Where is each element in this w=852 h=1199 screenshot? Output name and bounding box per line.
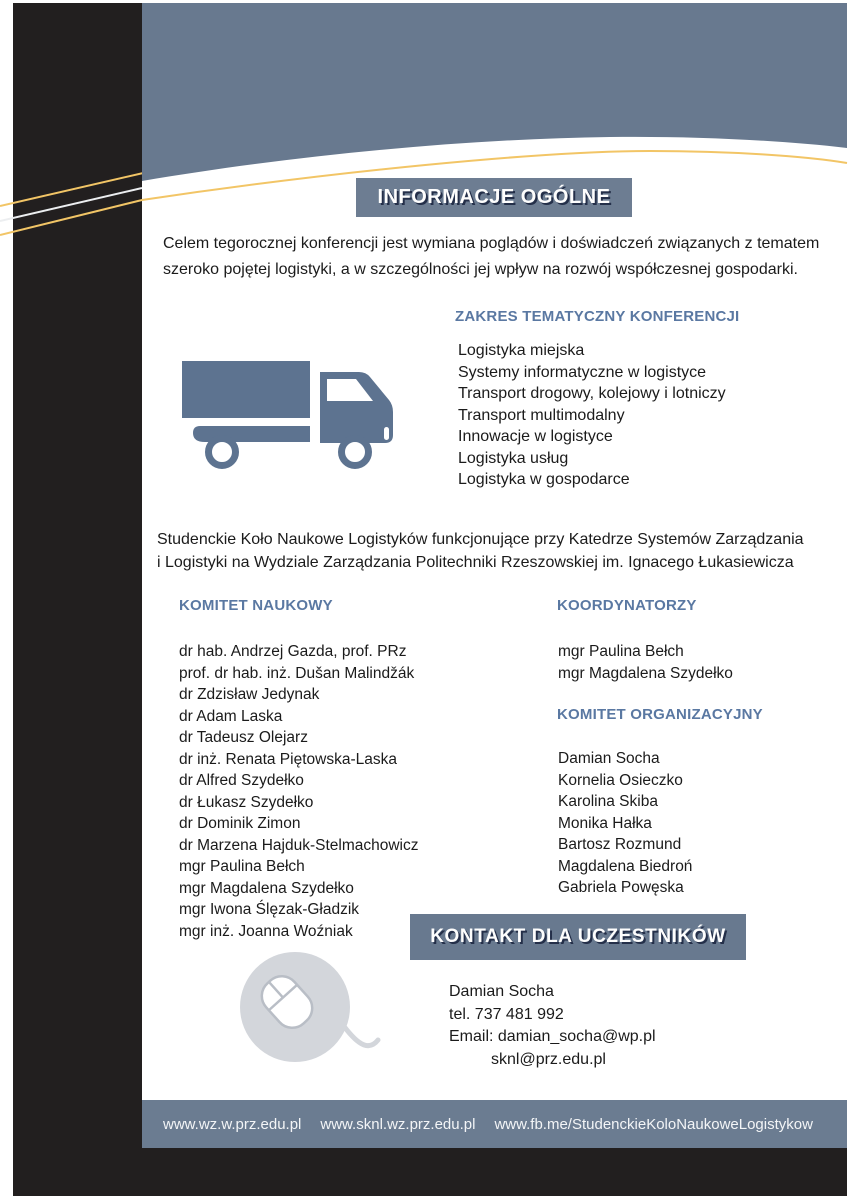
committee-member: prof. dr hab. inż. Dušan Malindžák: [179, 664, 415, 682]
organizing-committee-heading: KOMITET ORGANIZACYJNY: [557, 706, 763, 723]
topic-item: Systemy informatyczne w logistyce: [458, 363, 707, 381]
committee-member: dr Alfred Szydełko: [179, 772, 304, 789]
contact-banner: [410, 914, 746, 960]
organizing-committee-list: [558, 748, 692, 899]
topic-item: Logistyka w gospodarce: [458, 471, 630, 488]
contact-details: [449, 981, 656, 1071]
committee-member: mgr inż. Joanna Woźniak: [179, 922, 353, 940]
coordinators-heading: KOORDYNATORZY: [557, 597, 697, 614]
topic-item: Logistyka miejska: [458, 342, 585, 359]
coordinator-member: mgr Paulina Bełch: [558, 643, 684, 660]
club-note-line-2: i Logistyki na Wydziale Zarządzania Politechniki Rzeszowskiej im. Ignacego Łukasiewicza: [157, 554, 794, 571]
committee-member: dr hab. Andrzej Gazda, prof. PRz: [179, 643, 407, 660]
topic-item: Innowacje w logistyce: [458, 428, 613, 445]
committee-member: mgr Magdalena Szydełko: [179, 879, 354, 897]
organizer-member: Damian Socha: [558, 750, 660, 767]
club-note-line-1: Studenckie Koło Naukowe Logistyków funkcjonujące przy Katedrze Systemów Zarządzania: [157, 531, 804, 548]
footer-link-facebook[interactable]: www.fb.me/StudenckieKoloNaukoweLogistykow: [494, 1115, 813, 1133]
organizer-member: Karolina Skiba: [558, 793, 658, 810]
footer-link-sknl[interactable]: www.sknl.wz.prz.edu.pl: [320, 1115, 476, 1133]
topics-list: [458, 340, 726, 491]
committee-member: mgr Paulina Bełch: [179, 858, 305, 875]
committee-member: dr Łukasz Szydełko: [179, 793, 314, 811]
organizer-member: Gabriela Powęska: [558, 879, 684, 896]
committee-member: dr Tadeusz Olejarz: [179, 729, 308, 746]
topics-heading: ZAKRES TEMATYCZNY KONFERENCJI: [455, 308, 740, 325]
topic-item: Transport multimodalny: [458, 406, 625, 424]
intro-line-1: Celem tegorocznej konferencji jest wymiana poglądów i doświadczeń związanych z tematem: [163, 235, 820, 252]
contact-banner-title: KONTAKT DLA UCZESTNIKÓW: [430, 926, 726, 947]
scientific-committee-heading: KOMITET NAUKOWY: [179, 597, 333, 614]
footer-links-bar: [142, 1100, 847, 1148]
topic-item: Transport drogowy, kolejowy i lotniczy: [458, 385, 726, 402]
footer-link-wz[interactable]: www.wz.w.prz.edu.pl: [163, 1115, 302, 1133]
committee-member: mgr Iwona Ślęzak-Gładzik: [179, 901, 360, 918]
committee-member: dr Adam Laska: [179, 707, 283, 725]
organizer-member: Magdalena Biedroń: [558, 857, 693, 875]
page-title: INFORMACJE OGÓLNE: [377, 186, 611, 208]
committee-member: dr Zdzisław Jedynak: [179, 686, 320, 703]
contact-email-secondary[interactable]: sknl@prz.edu.pl: [491, 1050, 606, 1068]
topic-item: Logistyka usług: [458, 449, 569, 467]
scientific-committee-list: [179, 641, 418, 942]
intro-paragraph: [163, 231, 843, 283]
coordinators-list: [558, 641, 733, 684]
computer-mouse-icon: [215, 950, 395, 1075]
committee-member: dr inż. Renata Piętowska-Laska: [179, 750, 397, 768]
organizer-member: Monika Hałka: [558, 814, 652, 832]
club-note-paragraph: [157, 528, 852, 574]
header-banner-shape: [0, 0, 852, 200]
truck-icon: [170, 350, 400, 475]
organizer-member: Kornelia Osieczko: [558, 771, 683, 789]
coordinator-member: mgr Magdalena Szydełko: [558, 664, 733, 682]
contact-email-primary[interactable]: Email: damian_socha@wp.pl: [449, 1028, 656, 1045]
committee-member: dr Dominik Zimon: [179, 815, 301, 832]
organizer-member: Bartosz Rozmund: [558, 836, 682, 853]
page-title-banner: [356, 178, 632, 217]
contact-name: Damian Socha: [449, 983, 554, 1000]
committee-member: dr Marzena Hajduk-Stelmachowicz: [179, 836, 419, 854]
contact-phone: tel. 737 481 992: [449, 1005, 564, 1023]
intro-line-2: szeroko pojętej logistyki, a w szczególności jej wpływ na rozwój współczesnej gospodarki.: [163, 261, 798, 278]
